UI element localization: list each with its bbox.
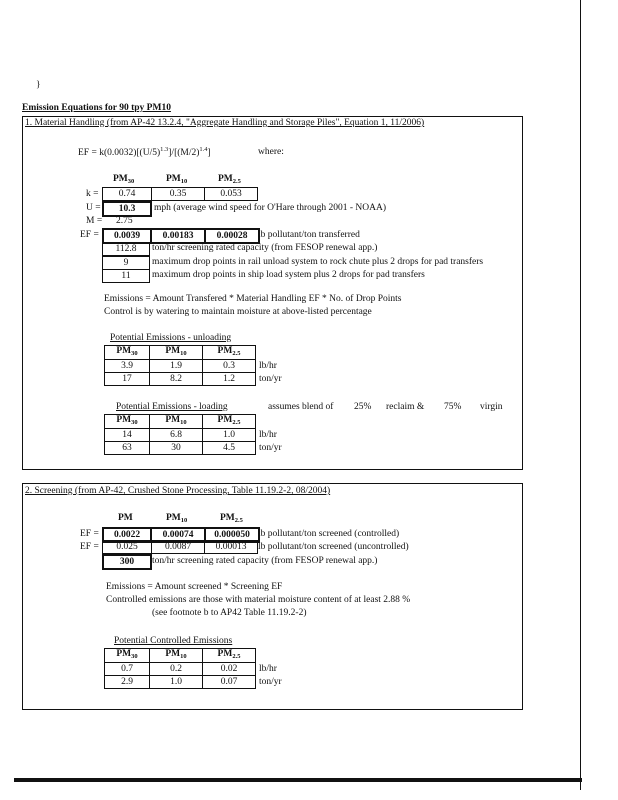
table-row: 3.9 1.9 0.3 lb/hr: [105, 360, 282, 373]
u-value: 10.3: [102, 201, 152, 217]
section2-heading: 2. Screening (from AP-42, Crushed Stone Processing, Table 11.19.2-2, 08/2004): [25, 486, 331, 496]
loading-pct1: 25%: [354, 402, 372, 412]
col-header-pm10: $PM_{10}$: [166, 174, 188, 185]
s2-controlled-title: Potential Controlled Emissions: [114, 636, 233, 646]
ship-drops-value: 11: [102, 269, 150, 283]
section1-heading: 1. Material Handling (from AP-42 13.2.4, "Aggregate Handling and Storage Piles", Equation 1, 11/2006): [25, 118, 425, 128]
m-value: 2.75: [116, 216, 133, 226]
s2-col-header-pm: PM: [118, 513, 133, 523]
page-mark: }: [36, 80, 41, 90]
s2-controlled-note: Controlled emissions are those with material moisture content of at least 2.88 %: [106, 595, 411, 605]
where-label: where:: [258, 147, 284, 157]
table-row: 0.7 0.2 0.02 lb/hr: [105, 663, 282, 676]
s2-ef-controlled-note: lb pollutant/ton screened (controlled): [258, 529, 400, 539]
loading-table: $PM_{30}$ $PM_{10}$ $PM_{2.5}$ 14 6.8 1.0 lb/hr 63 30 4.5 ton/yr: [104, 414, 282, 455]
loading-title: Potential Emissions - loading: [116, 402, 228, 412]
u-label: U =: [86, 203, 101, 213]
ef-label: EF =: [80, 230, 99, 240]
bottom-rule: [14, 778, 582, 782]
loading-assumes: assumes blend of: [268, 402, 334, 412]
col-header-pm25: $PM_{2.5}$: [218, 174, 241, 185]
loading-w2: virgin: [480, 402, 503, 412]
s2-capacity-value: 300: [102, 554, 152, 570]
col-header-pm30: $PM_{30}$: [113, 174, 135, 185]
s2-ef-controlled-label: EF =: [80, 529, 99, 539]
s2-ef-uncontrolled-values: 0.025 0.0087 0.00013: [102, 540, 258, 554]
m-label: M =: [86, 216, 103, 226]
s2-ef-uncontrolled-label: EF =: [80, 542, 99, 552]
s2-ef-uncontrolled-note: lb pollutant/ton screened (uncontrolled): [258, 542, 409, 552]
s2-controlled-table: $PM_{30}$ $PM_{10}$ $PM_{2.5}$ 0.7 0.2 0.02 lb/hr 2.9 1.0 0.07 ton/yr: [104, 648, 282, 689]
unloading-table: $PM_{30}$ $PM_{10}$ $PM_{2.5}$ 3.9 1.9 0.3 lb/hr 17 8.2 1.2 ton/yr: [104, 345, 282, 386]
capacity-value: 112.8: [102, 242, 150, 256]
rail-drops-value: 9: [102, 256, 150, 270]
document-title: Emission Equations for 90 tpy PM10: [22, 103, 171, 113]
k-label: k =: [86, 189, 99, 199]
s2-ef-controlled-values: 0.0022 0.00074 0.000050: [102, 527, 260, 543]
control-note: Control is by watering to maintain moisture at above-listed percentage: [104, 307, 372, 317]
ef-equation: EF = $k(0.0032)[(U/5)^{1.3}]/[(M/2)^{1.4}]$: [78, 146, 211, 158]
loading-w1: reclaim &: [386, 402, 425, 412]
s2-col-header-pm25: $PM_{2.5}$: [220, 513, 243, 524]
k-values: 0.74 0.35 0.053: [102, 187, 258, 201]
s2-footnote: (see footnote b to AP42 Table 11.19.2-2): [152, 608, 307, 618]
rail-drops-note: maximum drop points in rail unload system to rock chute plus 2 drops for pad transfers: [152, 257, 484, 267]
loading-pct2: 75%: [444, 402, 462, 412]
capacity-note: ton/hr screening rated capacity (from FESOP renewal app.): [152, 243, 378, 253]
unloading-title: Potential Emissions - unloading: [110, 333, 232, 343]
table-row: 17 8.2 1.2 ton/yr: [105, 373, 282, 386]
s2-col-header-pm10: $PM_{10}$: [166, 513, 188, 524]
s2-emissions-equation: Emissions = Amount screened * Screening EF: [106, 582, 283, 592]
table-row: 14 6.8 1.0 lb/hr: [105, 429, 282, 442]
right-margin-line: [580, 0, 581, 790]
s2-capacity-note: ton/hr screening rated capacity (from FESOP renewal app.): [152, 556, 378, 566]
ef-note: lb pollutant/ton transferred: [258, 230, 360, 240]
table-row: 2.9 1.0 0.07 ton/yr: [105, 676, 282, 689]
emissions-equation: Emissions = Amount Transfered * Material Handling EF * No. of Drop Points: [104, 294, 402, 304]
u-note: mph (average wind speed for O'Hare through 2001 - NOAA): [154, 203, 387, 213]
ship-drops-note: maximum drop points in ship load system plus 2 drops for pad transfers: [152, 270, 425, 280]
table-row: 63 30 4.5 ton/yr: [105, 442, 282, 455]
ef-values: 0.0039 0.00183 0.00028: [102, 228, 260, 244]
